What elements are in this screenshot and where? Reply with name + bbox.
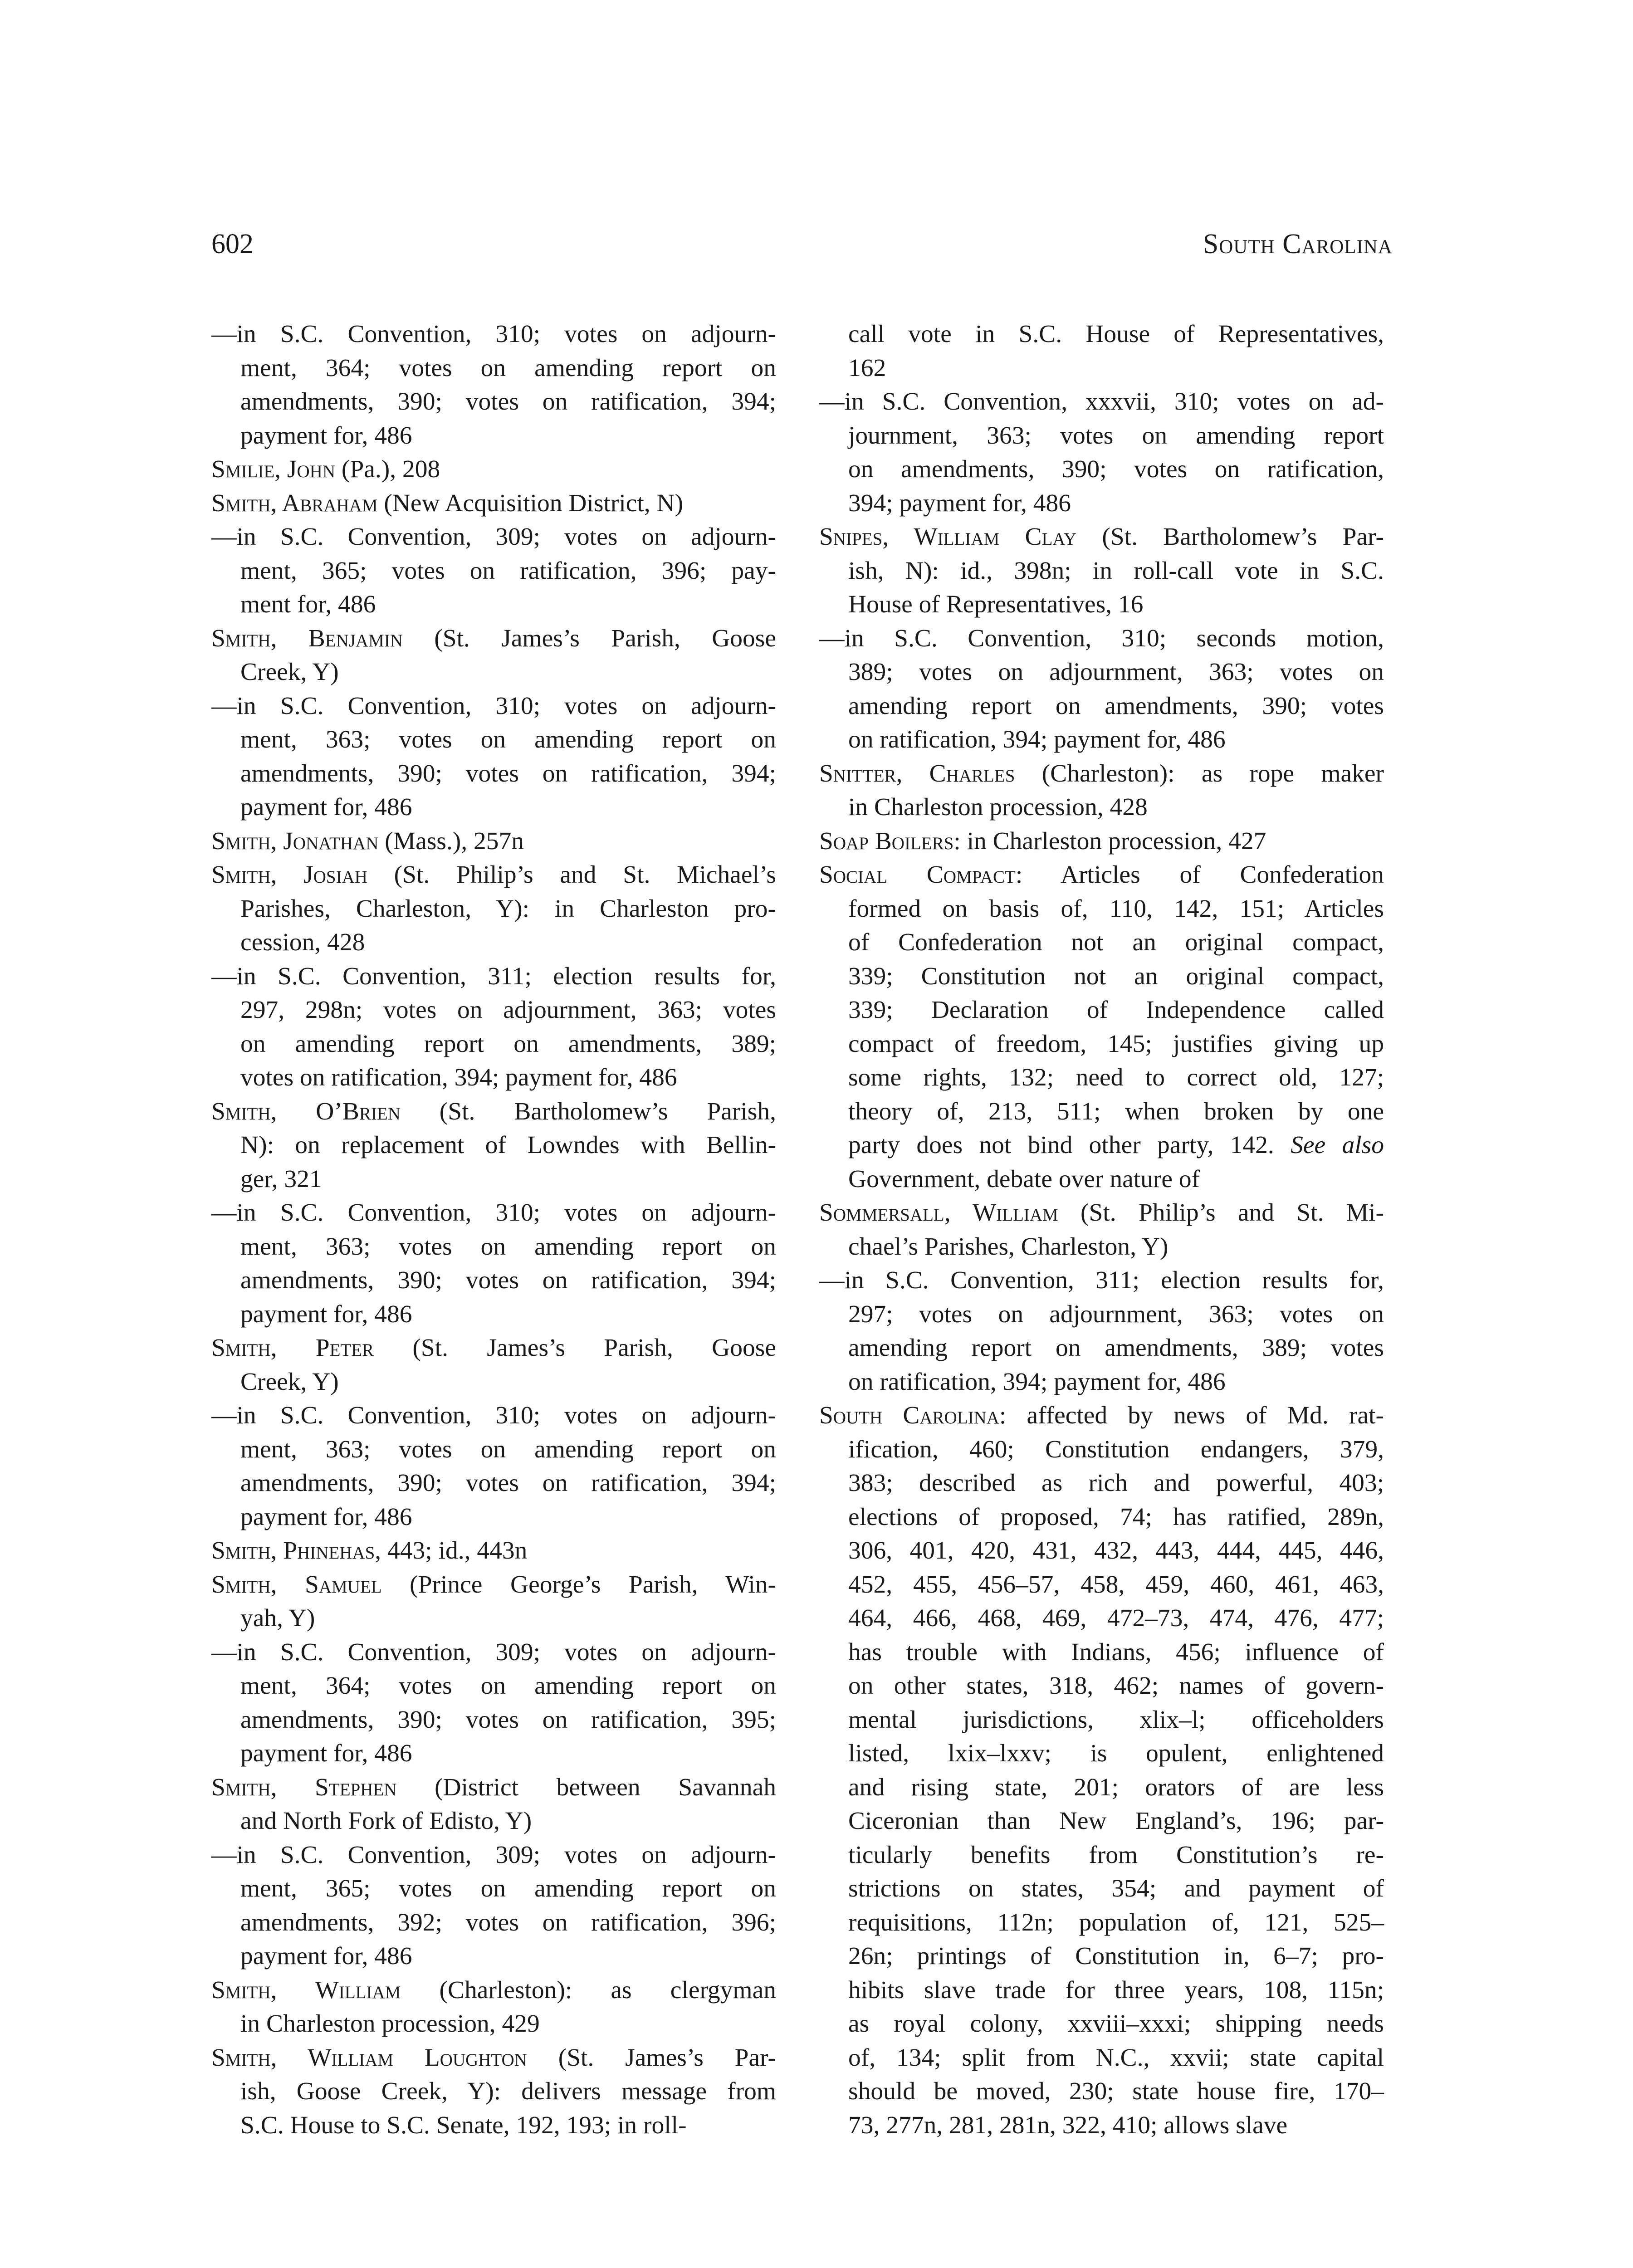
index-text: amendments, 390; votes on ratification, 395; — [240, 1706, 776, 1734]
index-entry-line — [819, 1264, 1384, 1298]
index-continuation-line — [819, 1804, 1384, 1838]
index-column-right — [819, 318, 1384, 2142]
index-text: party does not bind other party, 142. — [848, 1131, 1291, 1159]
index-text: elections of proposed, 74; has ratified, 289n, — [848, 1503, 1384, 1531]
index-text: 464, 466, 468, 469, 472–73, 474, 476, 477; — [848, 1604, 1384, 1632]
index-entry-line — [211, 1534, 776, 1568]
index-continuation-line — [819, 892, 1384, 926]
index-continuation-line — [211, 1163, 776, 1197]
cross-reference-label: See also — [1291, 1131, 1384, 1159]
index-continuation-line — [819, 1095, 1384, 1129]
index-continuation-line — [819, 554, 1384, 588]
index-continuation-line — [819, 352, 1384, 386]
index-text: (District between Savannah — [396, 1773, 776, 1801]
index-continuation-line — [211, 2007, 776, 2041]
index-entry-line — [819, 520, 1384, 554]
index-text: in Charleston procession, 428 — [848, 793, 1148, 821]
index-entry-line — [819, 825, 1384, 859]
index-text: (St. Bartholomew’s Parish, — [400, 1097, 776, 1125]
index-text: 26n; printings of Constitution in, 6–7; pro- — [848, 1942, 1384, 1970]
index-text: amendments, 390; votes on ratification, 394; — [240, 388, 776, 415]
index-text: Creek, Y) — [240, 1368, 339, 1396]
index-text: amending report on amendments, 390; votes — [848, 692, 1384, 720]
index-entry-line — [819, 858, 1384, 892]
index-text: ish, N): id., 398n; in roll-call vote in S.C. — [848, 557, 1384, 585]
index-text: 73, 277n, 281, 281n, 322, 410; allows slave — [848, 2111, 1288, 2139]
index-headword: Smith, Samuel — [211, 1570, 382, 1598]
index-text: —in S.C. Convention, 310; votes on adjourn- — [211, 1199, 776, 1227]
index-text: and rising state, 201; orators of are less — [848, 1773, 1384, 1801]
index-entry-line — [211, 2041, 776, 2075]
index-entry-line — [211, 1636, 776, 1670]
index-headword: Sommersall, William — [819, 1199, 1058, 1227]
index-text: compact of freedom, 145; justifies giving up — [848, 1030, 1384, 1058]
index-continuation-line — [819, 1568, 1384, 1602]
index-text: 297, 298n; votes on adjournment, 363; votes — [240, 996, 776, 1024]
index-continuation-line — [819, 926, 1384, 960]
index-continuation-line — [211, 1298, 776, 1332]
index-continuation-line — [819, 2109, 1384, 2143]
index-text: amendments, 390; votes on ratification, 394; — [240, 759, 776, 787]
index-headword: Snipes, William Clay — [819, 523, 1077, 551]
index-continuation-line — [211, 1433, 776, 1467]
index-text: of, 134; split from N.C., xxvii; state capital — [848, 2043, 1384, 2072]
index-continuation-line — [819, 1602, 1384, 1636]
index-continuation-line — [819, 1872, 1384, 1906]
index-text: has trouble with Indians, 456; influence of — [848, 1638, 1384, 1666]
index-continuation-line — [819, 655, 1384, 689]
index-text: (St. James’s Par- — [527, 2043, 776, 2072]
index-continuation-line — [819, 318, 1384, 352]
index-text: call vote in S.C. House of Representatives, — [848, 320, 1384, 348]
index-entry-line — [211, 858, 776, 892]
index-text: on amendments, 390; votes on ratification, — [848, 455, 1384, 483]
index-headword: Smith, Jonathan — [211, 827, 379, 855]
index-text: ticularly benefits from Constitution’s re- — [848, 1841, 1384, 1869]
index-text: —in S.C. Convention, xxxvii, 310; votes on ad- — [819, 388, 1384, 415]
index-text: (St. Bartholomew’s Par- — [1076, 523, 1384, 551]
index-continuation-line — [211, 1365, 776, 1399]
index-continuation-line — [819, 1940, 1384, 1974]
index-continuation-line — [819, 1636, 1384, 1670]
index-text: —in S.C. Convention, 310; votes on adjourn- — [211, 320, 776, 348]
index-continuation-line — [211, 1940, 776, 1974]
index-headword: Smith, Josiah — [211, 861, 367, 889]
index-continuation-line — [211, 1669, 776, 1703]
index-entry-line — [819, 1399, 1384, 1433]
index-text: amendments, 390; votes on ratification, 394; — [240, 1469, 776, 1497]
index-continuation-line — [211, 926, 776, 960]
index-text: amendments, 390; votes on ratification, 394; — [240, 1266, 776, 1294]
index-continuation-line — [211, 2109, 776, 2143]
index-entry-line — [211, 960, 776, 994]
index-text: —in S.C. Convention, 310; votes on adjourn- — [211, 692, 776, 720]
index-headword: Smith, Benjamin — [211, 624, 403, 652]
index-continuation-line — [819, 1331, 1384, 1365]
index-continuation-line — [819, 1365, 1384, 1399]
index-column-left — [211, 318, 776, 2142]
index-continuation-line — [211, 352, 776, 386]
index-text: Government, debate over nature of — [848, 1165, 1200, 1193]
index-text: (New Acquisition District, N) — [377, 489, 684, 517]
index-entry-line — [211, 1196, 776, 1230]
index-text: requisitions, 112n; population of, 121, 525– — [848, 1908, 1384, 1936]
index-text: ment, 365; votes on amending report on — [240, 1875, 776, 1902]
index-continuation-line — [819, 960, 1384, 994]
index-text: 383; described as rich and powerful, 403; — [848, 1469, 1384, 1497]
index-text: House of Representatives, 16 — [848, 591, 1144, 618]
index-text: ification, 460; Constitution endangers, 379, — [848, 1435, 1384, 1463]
index-continuation-line — [819, 1163, 1384, 1197]
index-continuation-line — [819, 453, 1384, 487]
index-text: —in S.C. Convention, 310; seconds motion, — [819, 624, 1384, 652]
index-text: : affected by news of Md. rat- — [999, 1402, 1384, 1429]
index-continuation-line — [211, 892, 776, 926]
index-continuation-line — [819, 588, 1384, 622]
index-continuation-line — [819, 1906, 1384, 1940]
index-continuation-line — [819, 487, 1384, 521]
index-entry-line — [211, 1771, 776, 1805]
index-text: listed, lxix–lxxv; is opulent, enlightened — [848, 1740, 1384, 1767]
index-continuation-line — [819, 1737, 1384, 1771]
index-text: as royal colony, xxviii–xxxi; shipping needs — [848, 2010, 1384, 2038]
index-continuation-line — [211, 1061, 776, 1095]
index-text: votes on ratification, 394; payment for, 486 — [240, 1064, 677, 1091]
index-text: 339; Declaration of Independence called — [848, 996, 1384, 1024]
index-entry-line — [211, 1399, 776, 1433]
index-text: (St. James’s Parish, Goose — [374, 1334, 776, 1362]
index-text: and North Fork of Edisto, Y) — [240, 1807, 532, 1835]
index-text: (Charleston): as rope maker — [1015, 759, 1384, 787]
index-continuation-line — [819, 1061, 1384, 1095]
index-text: mental jurisdictions, xlix–l; officeholders — [848, 1706, 1384, 1734]
index-text: of Confederation not an original compact, — [848, 929, 1384, 956]
index-text: —in S.C. Convention, 309; votes on adjourn- — [211, 1841, 776, 1869]
index-text: ish, Goose Creek, Y): delivers message from — [240, 2077, 776, 2105]
index-entry-line — [211, 1838, 776, 1872]
index-entry-line — [211, 520, 776, 554]
index-text: (St. James’s Parish, Goose — [402, 624, 777, 652]
index-continuation-line — [819, 2075, 1384, 2109]
index-text: ment, 363; votes on amending report on — [240, 1232, 776, 1261]
index-text: cession, 428 — [240, 929, 365, 956]
index-text: : Articles of Confederation — [1015, 861, 1384, 889]
index-continuation-line — [819, 2007, 1384, 2041]
index-text: 162 — [848, 354, 886, 382]
index-entry-line — [211, 487, 776, 521]
index-text: 339; Constitution not an original compact, — [848, 962, 1384, 990]
index-text: hibits slave trade for three years, 108, 115n; — [848, 1976, 1384, 2004]
index-text: Creek, Y) — [240, 658, 339, 686]
index-text: S.C. House to S.C. Senate, 192, 193; in roll- — [240, 2111, 687, 2139]
index-continuation-line — [211, 723, 776, 757]
index-text: journment, 363; votes on amending report — [848, 421, 1384, 450]
index-text: amending report on amendments, 389; votes — [848, 1334, 1384, 1362]
index-continuation-line — [819, 1129, 1384, 1163]
index-continuation-line — [819, 1501, 1384, 1535]
index-continuation-line — [211, 588, 776, 622]
index-continuation-line — [819, 689, 1384, 723]
index-text: payment for, 486 — [240, 1503, 412, 1531]
index-text: ment, 363; votes on amending report on — [240, 726, 776, 753]
index-text: chael’s Parishes, Charleston, Y) — [848, 1232, 1169, 1261]
index-text: (St. Philip’s and St. Michael’s — [367, 861, 776, 889]
index-text: amendments, 392; votes on ratification, 396; — [240, 1908, 776, 1936]
index-text: ment, 364; votes on amending report on — [240, 354, 776, 382]
index-text: 452, 455, 456–57, 458, 459, 460, 461, 463, — [848, 1570, 1384, 1598]
index-text: on ratification, 394; payment for, 486 — [848, 726, 1226, 753]
index-entry-line — [211, 318, 776, 352]
index-text: Parishes, Charleston, Y): in Charleston pro- — [240, 894, 776, 923]
index-text: payment for, 486 — [240, 793, 412, 821]
index-continuation-line — [211, 1703, 776, 1737]
index-text: payment for, 486 — [240, 1300, 412, 1328]
index-text: —in S.C. Convention, 310; votes on adjourn- — [211, 1402, 776, 1429]
index-entry-line — [211, 825, 776, 859]
index-text: ment for, 486 — [240, 591, 376, 618]
index-headword: Smith, Abraham — [211, 489, 378, 517]
index-continuation-line — [211, 791, 776, 825]
index-continuation-line — [819, 1771, 1384, 1805]
index-continuation-line — [819, 2041, 1384, 2075]
index-entry-line — [819, 385, 1384, 419]
index-headword: Smith, Peter — [211, 1334, 374, 1362]
index-continuation-line — [211, 2075, 776, 2109]
index-headword: Smith, Stephen — [211, 1773, 397, 1801]
index-continuation-line — [211, 1906, 776, 1940]
index-text: —in S.C. Convention, 311; election results for, — [819, 1266, 1384, 1294]
index-continuation-line — [211, 1027, 776, 1061]
index-text: yah, Y) — [240, 1604, 315, 1632]
index-text: : in Charleston procession, 427 — [953, 827, 1266, 855]
index-headword: Smith, William Loughton — [211, 2043, 527, 2072]
index-text: strictions on states, 354; and payment of — [848, 1875, 1384, 1902]
index-headword: Social Compact — [819, 861, 1016, 889]
index-continuation-line — [211, 385, 776, 419]
index-continuation-line — [211, 1466, 776, 1501]
index-text: 306, 401, 420, 431, 432, 443, 444, 445, 446, — [848, 1537, 1384, 1564]
index-text: (St. Philip’s and St. Mi- — [1058, 1199, 1384, 1227]
index-entry-line — [819, 1196, 1384, 1230]
index-continuation-line — [819, 1974, 1384, 2008]
index-continuation-line — [211, 1872, 776, 1906]
index-continuation-line — [211, 419, 776, 453]
index-headword: Smith, Phinehas — [211, 1537, 375, 1564]
index-continuation-line — [211, 1501, 776, 1535]
index-text: (Charleston): as clergyman — [401, 1976, 776, 2004]
index-continuation-line — [211, 1264, 776, 1298]
index-continuation-line — [211, 1129, 776, 1163]
index-entry-line — [211, 1974, 776, 2008]
index-continuation-line — [819, 1703, 1384, 1737]
index-entry-line — [211, 689, 776, 723]
index-continuation-line — [819, 1433, 1384, 1467]
index-headword: South Carolina — [819, 1402, 999, 1429]
index-continuation-line — [211, 1804, 776, 1838]
index-continuation-line — [819, 1534, 1384, 1568]
index-continuation-line — [211, 993, 776, 1027]
index-text: payment for, 486 — [240, 421, 412, 450]
index-headword: Smith, O’Brien — [211, 1097, 401, 1125]
index-continuation-line — [819, 1298, 1384, 1332]
index-continuation-line — [819, 1027, 1384, 1061]
index-headword: Soap Boilers — [819, 827, 954, 855]
index-entry-line — [819, 622, 1384, 656]
index-text: formed on basis of, 110, 142, 151; Articles — [848, 894, 1384, 923]
index-text: on ratification, 394; payment for, 486 — [848, 1368, 1226, 1396]
index-continuation-line — [819, 1466, 1384, 1501]
index-continuation-line — [819, 1230, 1384, 1264]
index-entry-line — [211, 622, 776, 656]
index-text: —in S.C. Convention, 311; election results for, — [211, 962, 776, 990]
index-headword: Smith, William — [211, 1976, 401, 2004]
index-continuation-line — [211, 1602, 776, 1636]
index-text: , 443; id., 443n — [375, 1537, 528, 1564]
page-number: 602 — [211, 229, 254, 259]
index-continuation-line — [819, 419, 1384, 453]
index-headword: Snitter, Charles — [819, 759, 1015, 787]
index-text: 394; payment for, 486 — [848, 489, 1071, 517]
index-continuation-line — [819, 791, 1384, 825]
index-continuation-line — [819, 993, 1384, 1027]
index-text: ger, 321 — [240, 1165, 322, 1193]
index-text: in Charleston procession, 429 — [240, 2010, 540, 2038]
index-entry-line — [211, 453, 776, 487]
index-text: —in S.C. Convention, 309; votes on adjourn- — [211, 1638, 776, 1666]
index-entry-line — [211, 1331, 776, 1365]
index-entry-line — [819, 757, 1384, 791]
index-text: on other states, 318, 462; names of govern- — [848, 1672, 1384, 1700]
index-text: theory of, 213, 511; when broken by one — [848, 1097, 1384, 1125]
index-text: (Pa.), 208 — [335, 455, 440, 483]
index-text: —in S.C. Convention, 309; votes on adjourn- — [211, 523, 776, 551]
running-title: South Carolina — [1203, 229, 1393, 259]
index-entry-line — [211, 1568, 776, 1602]
index-continuation-line — [211, 655, 776, 689]
index-text: should be moved, 230; state house fire, 170– — [848, 2077, 1384, 2105]
index-headword: Smilie, John — [211, 455, 336, 483]
index-text: ment, 363; votes on amending report on — [240, 1435, 776, 1463]
index-text: Ciceronian than New England’s, 196; par- — [848, 1807, 1384, 1835]
running-header — [211, 226, 1393, 262]
index-entry-line — [211, 1095, 776, 1129]
index-text: (Mass.), 257n — [378, 827, 524, 855]
index-continuation-line — [211, 1737, 776, 1771]
index-text: payment for, 486 — [240, 1942, 412, 1970]
index-continuation-line — [819, 1669, 1384, 1703]
index-text: some rights, 132; need to correct old, 127; — [848, 1064, 1384, 1091]
index-continuation-line — [819, 1838, 1384, 1872]
index-text: (Prince George’s Parish, Win- — [381, 1570, 776, 1598]
index-text: payment for, 486 — [240, 1740, 412, 1767]
index-continuation-line — [211, 554, 776, 588]
index-text: 297; votes on adjournment, 363; votes on — [848, 1300, 1384, 1328]
index-text: on amending report on amendments, 389; — [240, 1030, 776, 1058]
index-text: 389; votes on adjournment, 363; votes on — [848, 658, 1384, 686]
index-text: ment, 365; votes on ratification, 396; pay- — [240, 557, 776, 585]
index-continuation-line — [819, 723, 1384, 757]
index-text: ment, 364; votes on amending report on — [240, 1672, 776, 1700]
index-text: N): on replacement of Lowndes with Bellin- — [240, 1131, 776, 1159]
index-continuation-line — [211, 757, 776, 791]
index-continuation-line — [211, 1230, 776, 1264]
